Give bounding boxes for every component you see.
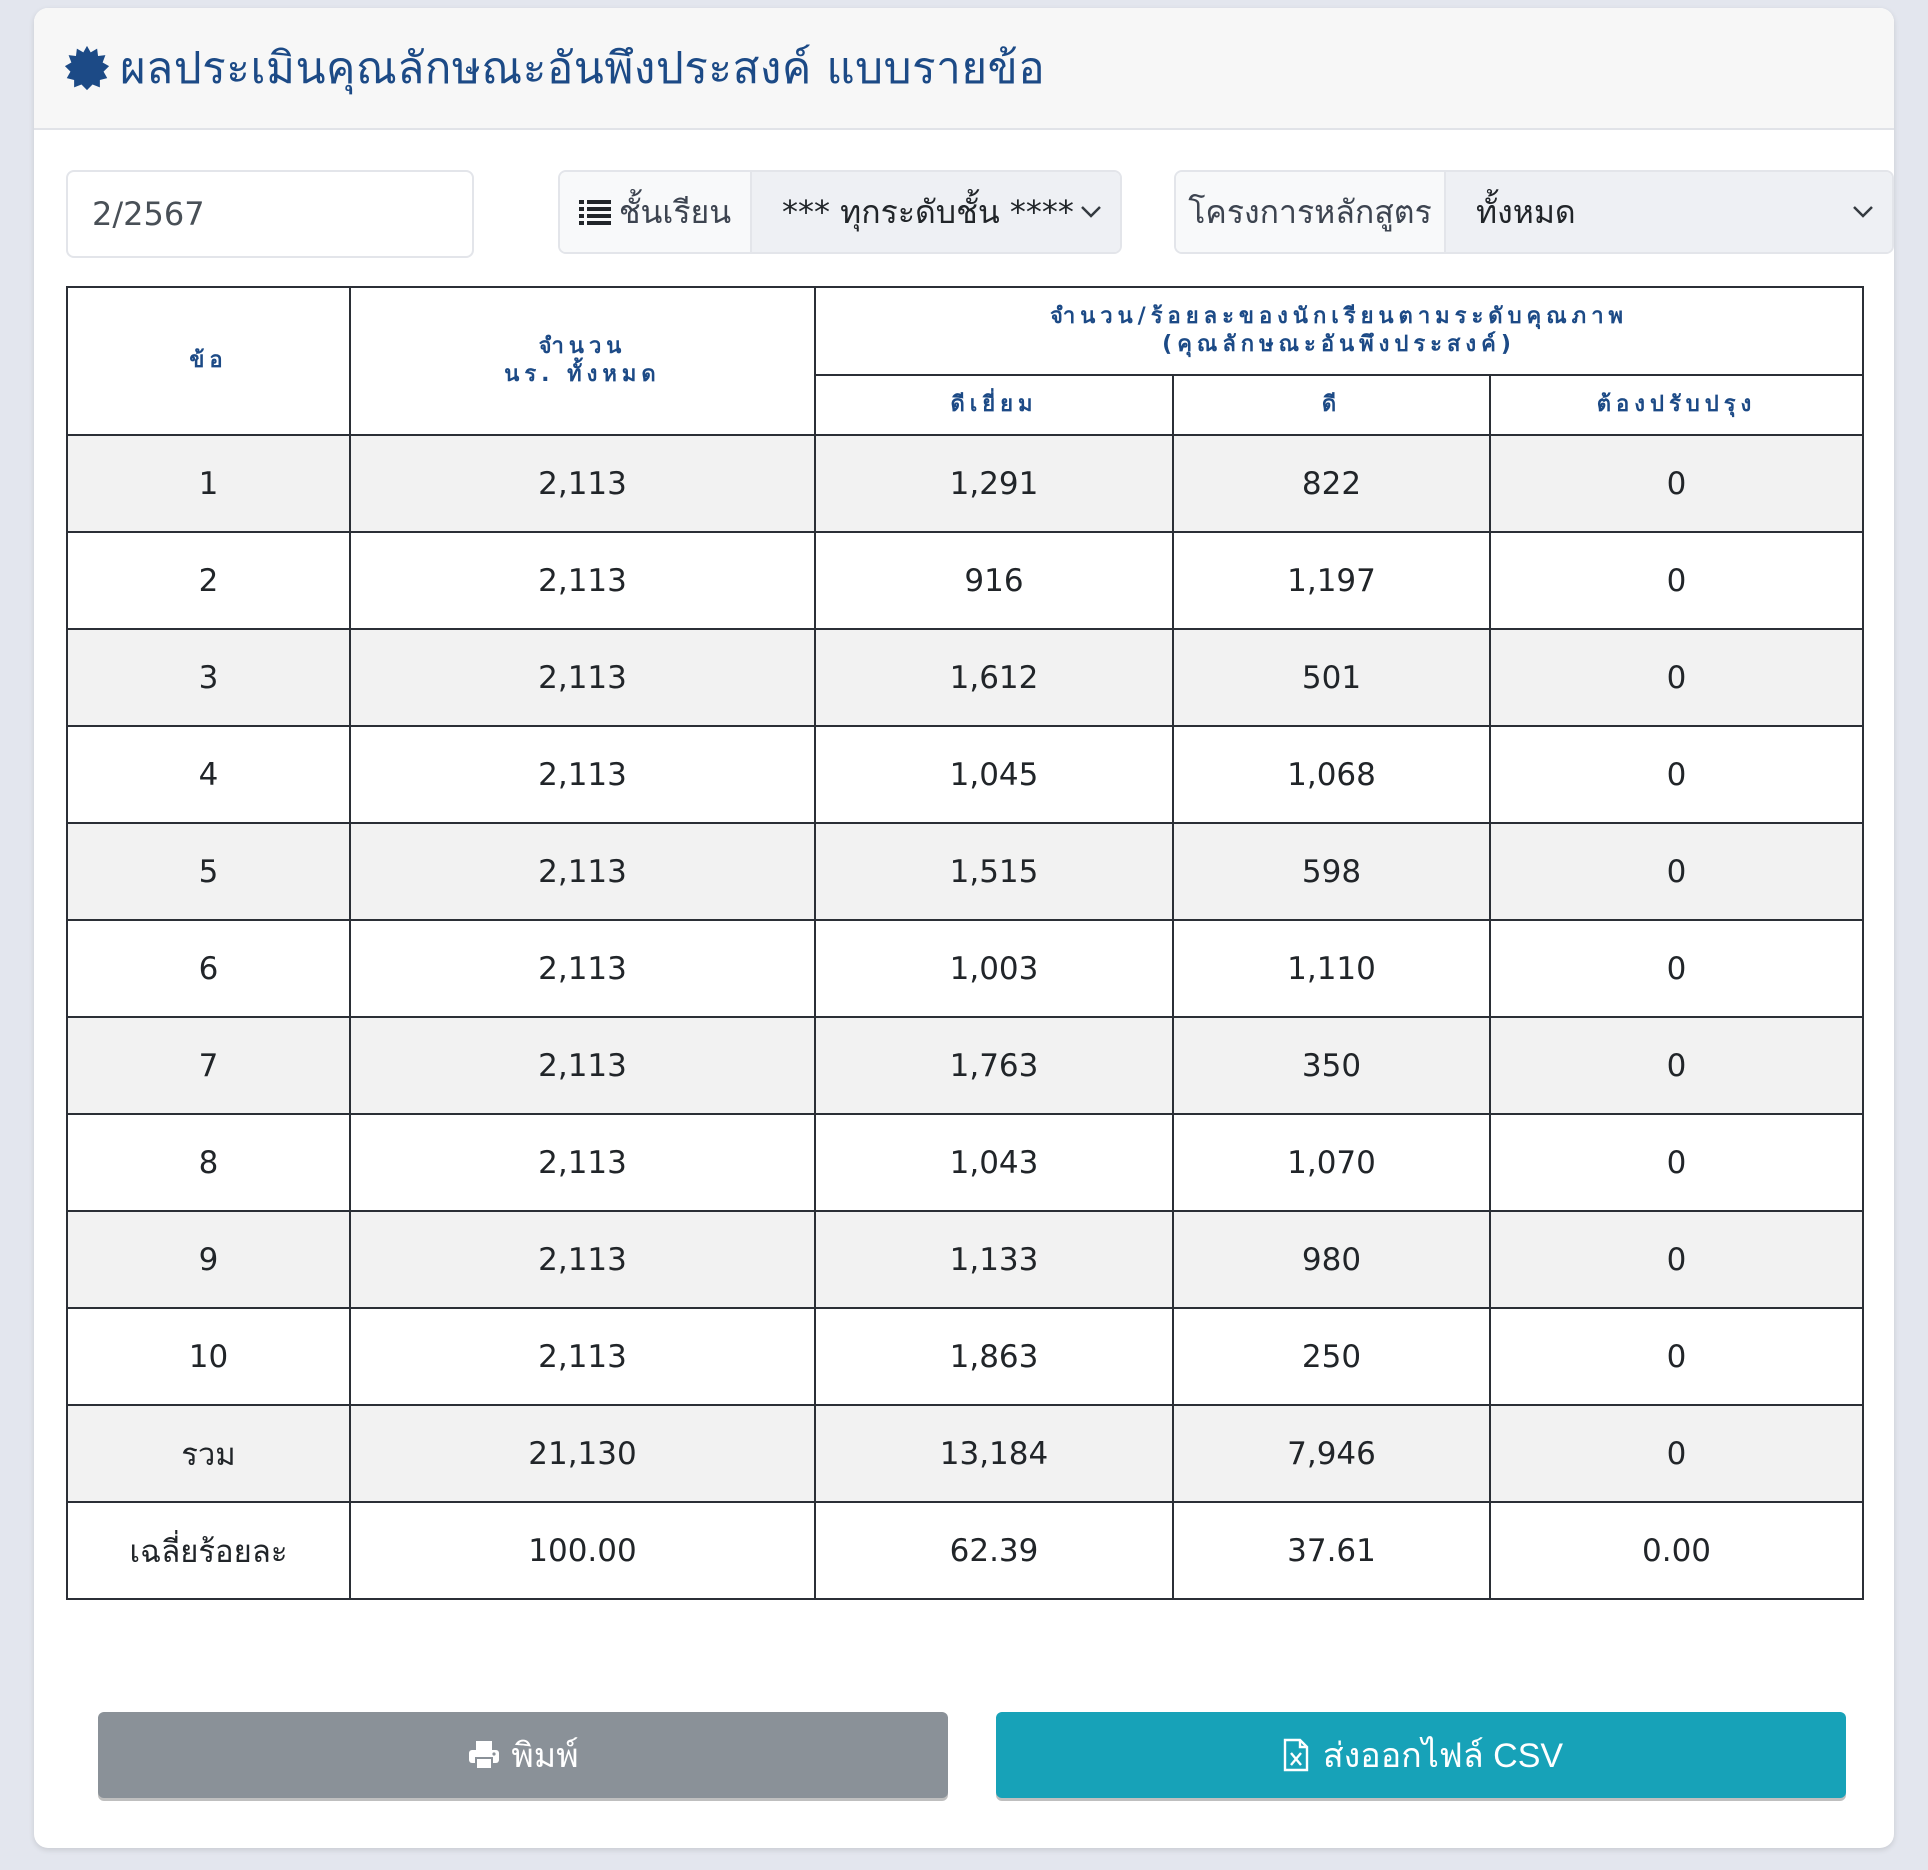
cell-good: 822 xyxy=(1173,435,1490,532)
header-total-line1: จำนวน xyxy=(538,334,627,359)
cell-excellent: 916 xyxy=(815,532,1173,629)
level-label xyxy=(560,172,752,252)
cell-total: 21,130 xyxy=(350,1405,815,1502)
cell-item: 3 xyxy=(67,629,350,726)
file-excel-icon xyxy=(1279,1738,1313,1772)
cell-good: 980 xyxy=(1173,1211,1490,1308)
header-total xyxy=(350,287,815,435)
table-row xyxy=(67,1211,1863,1308)
cell-good: 1,110 xyxy=(1173,920,1490,1017)
cell-total: 2,113 xyxy=(350,629,815,726)
cell-good: 501 xyxy=(1173,629,1490,726)
print-button-label: พิมพ์ xyxy=(511,1737,579,1775)
cell-improve: 0.00 xyxy=(1490,1502,1863,1599)
header-group-line2: (คุณลักษณะอันพึงประสงค์) xyxy=(1162,332,1516,357)
cell-good: 250 xyxy=(1173,1308,1490,1405)
cell-improve: 0 xyxy=(1490,1211,1863,1308)
table-row xyxy=(67,1308,1863,1405)
badge-icon xyxy=(64,45,110,91)
cell-total: 2,113 xyxy=(350,920,815,1017)
export-csv-button-label: ส่งออกไฟล์ CSV xyxy=(1322,1737,1564,1775)
cell-item: 5 xyxy=(67,823,350,920)
table-body xyxy=(67,435,1863,1599)
cell-excellent: 1,045 xyxy=(815,726,1173,823)
cell-excellent: 1,515 xyxy=(815,823,1173,920)
filter-bar xyxy=(66,162,1862,258)
table-row xyxy=(67,823,1863,920)
program-filter xyxy=(1174,170,1894,254)
program-label: โครงการหลักสูตร xyxy=(1176,172,1446,252)
chevron-down-icon xyxy=(1852,205,1874,219)
header-excellent: ดีเยี่ยม xyxy=(815,375,1173,435)
program-select-value: ทั้งหมด xyxy=(1476,192,1576,231)
cell-improve: 0 xyxy=(1490,1017,1863,1114)
cell-item: 8 xyxy=(67,1114,350,1211)
cell-improve: 0 xyxy=(1490,629,1863,726)
print-button[interactable] xyxy=(98,1712,948,1798)
cell-excellent: 1,043 xyxy=(815,1114,1173,1211)
cell-total: 2,113 xyxy=(350,1308,815,1405)
card-header xyxy=(34,8,1894,130)
cell-improve: 0 xyxy=(1490,920,1863,1017)
cell-item: 1 xyxy=(67,435,350,532)
cell-item: 2 xyxy=(67,532,350,629)
table-row xyxy=(67,435,1863,532)
header-total-line2: นร. ทั้งหมด xyxy=(504,362,661,387)
table-row xyxy=(67,920,1863,1017)
report-card xyxy=(34,8,1894,1848)
list-icon xyxy=(579,198,611,226)
table-row xyxy=(67,1502,1863,1599)
cell-item: 7 xyxy=(67,1017,350,1114)
print-icon xyxy=(467,1738,501,1772)
level-select[interactable] xyxy=(752,172,1120,252)
table-row xyxy=(67,629,1863,726)
cell-total: 2,113 xyxy=(350,435,815,532)
cell-total: 2,113 xyxy=(350,823,815,920)
cell-improve: 0 xyxy=(1490,1405,1863,1502)
header-good: ดี xyxy=(1173,375,1490,435)
cell-excellent: 1,612 xyxy=(815,629,1173,726)
cell-item: 9 xyxy=(67,1211,350,1308)
level-label-text: ชั้นเรียน xyxy=(618,192,732,231)
cell-excellent: 1,133 xyxy=(815,1211,1173,1308)
cell-item: เฉลี่ยร้อยละ xyxy=(67,1502,350,1599)
cell-excellent: 1,291 xyxy=(815,435,1173,532)
cell-good: 37.61 xyxy=(1173,1502,1490,1599)
cell-item: 10 xyxy=(67,1308,350,1405)
cell-improve: 0 xyxy=(1490,532,1863,629)
results-table xyxy=(66,286,1864,1600)
cell-improve: 0 xyxy=(1490,1114,1863,1211)
export-csv-button[interactable] xyxy=(996,1712,1846,1798)
cell-excellent: 13,184 xyxy=(815,1405,1173,1502)
cell-total: 2,113 xyxy=(350,726,815,823)
cell-total: 2,113 xyxy=(350,1211,815,1308)
header-item: ข้อ xyxy=(67,287,350,435)
cell-excellent: 1,763 xyxy=(815,1017,1173,1114)
cell-item: รวม xyxy=(67,1405,350,1502)
cell-good: 1,070 xyxy=(1173,1114,1490,1211)
chevron-down-icon xyxy=(1080,205,1102,219)
cell-improve: 0 xyxy=(1490,726,1863,823)
term-input[interactable] xyxy=(66,170,474,258)
cell-excellent: 62.39 xyxy=(815,1502,1173,1599)
cell-good: 1,197 xyxy=(1173,532,1490,629)
header-group-line1: จำนวน/ร้อยละของนักเรียนตามระดับคุณภาพ xyxy=(1049,304,1629,329)
level-filter xyxy=(558,170,1122,254)
table-row xyxy=(67,726,1863,823)
cell-item: 4 xyxy=(67,726,350,823)
table-row xyxy=(67,1017,1863,1114)
program-select[interactable] xyxy=(1446,172,1892,252)
cell-excellent: 1,003 xyxy=(815,920,1173,1017)
header-quality-group xyxy=(815,287,1863,375)
cell-good: 1,068 xyxy=(1173,726,1490,823)
table-row xyxy=(67,1405,1863,1502)
cell-item: 6 xyxy=(67,920,350,1017)
cell-total: 100.00 xyxy=(350,1502,815,1599)
cell-good: 350 xyxy=(1173,1017,1490,1114)
cell-total: 2,113 xyxy=(350,1114,815,1211)
page-title: ผลประเมินคุณลักษณะอันพึงประสงค์ แบบรายข้อ xyxy=(120,43,1046,94)
cell-total: 2,113 xyxy=(350,532,815,629)
cell-excellent: 1,863 xyxy=(815,1308,1173,1405)
cell-improve: 0 xyxy=(1490,823,1863,920)
level-select-value: *** ทุกระดับชั้น **** xyxy=(782,192,1074,231)
cell-improve: 0 xyxy=(1490,435,1863,532)
cell-total: 2,113 xyxy=(350,1017,815,1114)
table-row xyxy=(67,532,1863,629)
table-row xyxy=(67,1114,1863,1211)
cell-improve: 0 xyxy=(1490,1308,1863,1405)
header-improve: ต้องปรับปรุง xyxy=(1490,375,1863,435)
cell-good: 7,946 xyxy=(1173,1405,1490,1502)
cell-good: 598 xyxy=(1173,823,1490,920)
